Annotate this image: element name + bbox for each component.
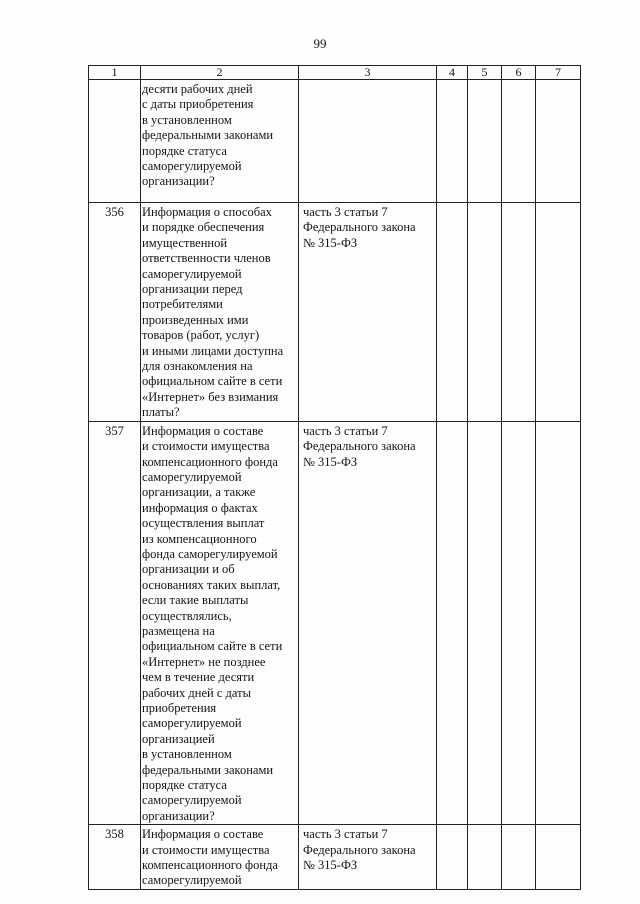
inspection-table	[88, 65, 581, 890]
answer-cell-4	[437, 421, 468, 825]
answer-cell-4	[437, 203, 468, 422]
law-reference-cell: часть 3 статьи 7 Федерального закона № 315-ФЗ	[299, 421, 437, 825]
answer-cell-5	[468, 80, 502, 203]
answer-cell-6	[502, 203, 536, 422]
law-reference-cell: часть 3 статьи 7 Федерального закона № 315-ФЗ	[299, 203, 437, 422]
question-cell: Информация о составе и стоимости имущества компенсационного фонда саморегулируемой организации, а также информация о фактах осуществления выплат из компенсационного фонда саморегулируемой организации и об основаниях таких выплат, если такие выплаты осуществлялись, размещена на официальном сайте в сети «Интернет» не позднее чем в течение десяти рабочих дней с даты приобретения саморегулируемой организацией в установленном федеральными законами порядке статуса саморегулируемой организации?	[141, 421, 299, 825]
answer-cell-6	[502, 825, 536, 890]
header-cell: 4	[437, 66, 468, 80]
question-cell: Информация о способах и порядке обеспечения имущественной ответственности членов саморегулируемой организации перед потребителями произведенных ими товаров (работ, услуг) и иными лицами доступна для ознакомления на официальном сайте в сети «Интернет» без взимания платы?	[141, 203, 299, 422]
table-row	[89, 825, 581, 890]
header-cell: 2	[141, 66, 299, 80]
row-number-cell: 358	[89, 825, 141, 890]
header-cell: 3	[299, 66, 437, 80]
answer-cell-7	[536, 203, 581, 422]
table-row	[89, 203, 581, 422]
law-reference-cell: часть 3 статьи 7 Федерального закона № 315-ФЗ	[299, 825, 437, 890]
header-cell: 1	[89, 66, 141, 80]
answer-cell-7	[536, 421, 581, 825]
row-number-cell: 356	[89, 203, 141, 422]
answer-cell-4	[437, 825, 468, 890]
table-header-row	[89, 66, 581, 80]
header-cell: 5	[468, 66, 502, 80]
law-reference-cell	[299, 80, 437, 203]
header-cell: 6	[502, 66, 536, 80]
table-row	[89, 80, 581, 203]
question-cell: десяти рабочих дней с даты приобретения в установленном федеральными законами порядке статуса саморегулируемой организации?	[141, 80, 299, 203]
question-cell: Информация о составе и стоимости имущества компенсационного фонда саморегулируемой	[141, 825, 299, 890]
answer-cell-6	[502, 421, 536, 825]
row-number-cell	[89, 80, 141, 203]
answer-cell-7	[536, 825, 581, 890]
answer-cell-4	[437, 80, 468, 203]
page-number: 99	[313, 36, 327, 51]
answer-cell-7	[536, 80, 581, 203]
row-number-cell: 357	[89, 421, 141, 825]
header-cell: 7	[536, 66, 581, 80]
answer-cell-6	[502, 80, 536, 203]
answer-cell-5	[468, 203, 502, 422]
answer-cell-5	[468, 421, 502, 825]
table-row	[89, 421, 581, 825]
answer-cell-5	[468, 825, 502, 890]
